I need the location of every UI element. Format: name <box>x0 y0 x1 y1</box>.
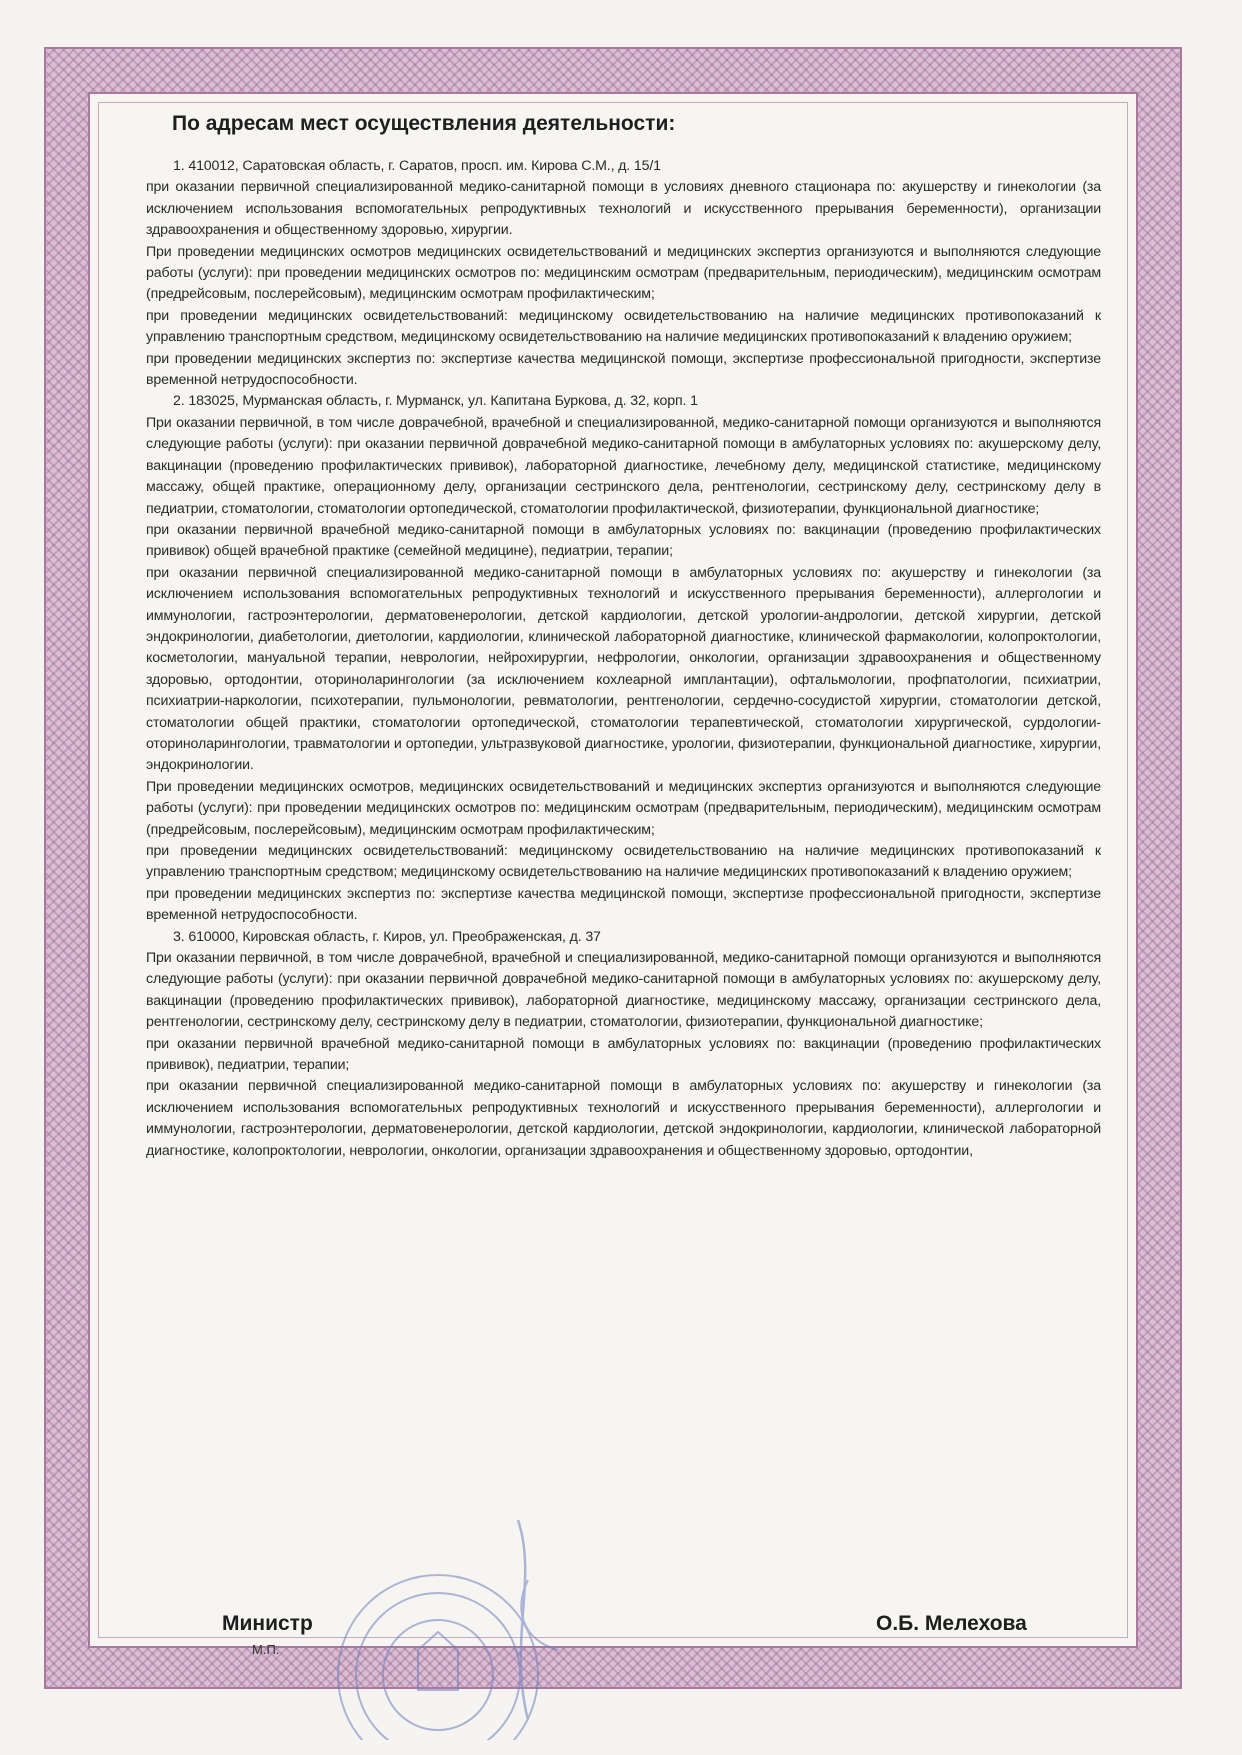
paragraph: При проведении медицинских осмотров, медицинских освидетельствований и медицинских экспертиз организуются и выполняются следующие работы (услуги): при проведении медицинских осмотров по: медицинским осмотрам (предварительным, периодическим), медицинским осмотрам (предрейсовым, послерейсовым), медицинским осмотрам профилактическим; <box>146 778 1101 838</box>
paragraph: при проведении медицинских освидетельствований: медицинскому освидетельствованию на наличие медицинских противопоказаний к управлению транспортным средством, медицинскому освидетельствованию на наличие медицинских противопоказаний к владению оружием; <box>146 307 1101 346</box>
paragraph: При проведении медицинских осмотров медицинских освидетельствований и медицинских экспертиз организуются и выполняются следующие работы (услуги): при проведении медицинских осмотров по: медицинским осмотрам (предварительным, периодическим), медицинским осмотрам (предрейсовым, послерейсовым), медицинским осмотрам профилактическим; <box>146 243 1101 303</box>
paragraph: при оказании первичной врачебной медико-санитарной помощи в амбулаторных условиях по: вакцинации (проведению профилактических прививок) общей врачебной практике (семейной медицине), педиатрии, терапии; <box>146 521 1101 560</box>
document-body <box>146 112 1101 1162</box>
paragraph: при оказании первичной специализированной медико-санитарной помощи в условиях дневного стационара по: акушерству и гинекологии (за исключением использования вспомогательных репродуктивных технологий и искусственного прерывания беременности), организации здравоохранения и общественному здоровью, хирургии. <box>146 179 1101 239</box>
paragraph: при проведении медицинских освидетельствований: медицинскому освидетельствованию на наличие медицинских противопоказаний к управлению транспортным средством; медицинскому освидетельствованию на наличие медицинских противопоказаний к владению оружием; <box>146 843 1101 881</box>
paragraph: при оказании первичной специализированной медико-санитарной помощи в амбулаторных условиях по: акушерству и гинекологии (за исключением использования вспомогательных репродуктивных технологий и искусственного прерывания беременности), аллергологии и иммунологии, гастроэнтерологии, дерматовенерологии, детской кардиологии, детской урологии-андрологии, детской хирургии, детской эндокринологии, диабетологии, диетологии, кардиологии, клинической лабораторной диагностике, клинической фармакологии, колопроктологии, косметологии, мануальной терапии, неврологии, нейрохирургии, нефрологии, онкологии, организации здравоохранения и общественному здоровью, ортодонтии, оториноларингологии (за исключением кохлеарной имплантации), офтальмологии, профпатологии, психиатрии, психиатрии-наркологии, психотерапии, пульмонологии, ревматологии, рентгенологии, сердечно-сосудистой хирургии, стоматологии детской, стоматологии общей практики, стоматологии ортопедической, стоматологии терапевтической, стоматологии хирургической, сурдологии-оториноларингологии, травматологии и ортопедии, ультразвуковой диагностике, урологии, физиотерапии, функциональной диагностике, хирургии, эндокринологии. <box>146 564 1101 774</box>
page-heading: По адресам мест осуществления деятельности: <box>172 112 676 135</box>
address-item: 3. 610000, Кировская область, г. Киров, ул. Преображенская, д. 37 <box>173 928 601 945</box>
paragraph: При оказании первичной, в том числе доврачебной, врачебной и специализированной, медико-санитарной помощи организуются и выполняются следующие работы (услуги): при оказании первичной доврачебной медико-санитарной помощи в амбулаторных условиях по: акушерскому делу, вакцинации (проведению профилактических прививок), лабораторной диагностике, лечебному делу, медицинской статистике, медицинскому массажу, общей практике, операционному делу, организации сестринского дела, рентгенологии, сестринскому делу, сестринскому делу в педиатрии, стоматологии, стоматологии ортопедической, стоматологии профилактической, физиотерапии, функциональной диагностике; <box>146 414 1101 517</box>
paragraph: при проведении медицинских экспертиз по: экспертизе качества медицинской помощи, экспертизе профессиональной пригодности, экспертизе временной нетрудоспособности. <box>146 350 1101 389</box>
address-item: 1. 410012, Саратовская область, г. Саратов, просп. им. Кирова С.М., д. 15/1 <box>173 158 661 174</box>
stamp-place-label: М.П. <box>252 1642 280 1657</box>
paragraph: при оказании первичной врачебной медико-санитарной помощи в амбулаторных условиях по: вакцинации (проведению профилактических прививок), педиатрии, терапии; <box>146 1035 1101 1074</box>
paragraph: При оказании первичной, в том числе доврачебной, врачебной и специализированной, медико-санитарной помощи организуются и выполняются следующие работы (услуги): при оказании первичной доврачебной медико-санитарной помощи в амбулаторных условиях по: акушерскому делу, вакцинации (проведению профилактических прививок), лабораторной диагностике, медицинскому массажу, организации сестринского дела, рентгенологии, сестринскому делу, сестринскому делу в педиатрии, стоматологии, физиотерапии, функциональной диагностике; <box>146 950 1101 1031</box>
signature-title: Министр <box>222 1612 313 1635</box>
paragraph: при оказании первичной специализированной медико-санитарной помощи в амбулаторных условиях по: акушерству и гинекологии (за исключением использования вспомогательных репродуктивных технологий и искусственного прерывания беременности), аллергологии и иммунологии, гастроэнтерологии, дерматовенерологии, детской кардиологии, детской эндокринологии, кардиологии, клинической лабораторной диагностике, колопроктологии, неврологии, онкологии, организации здравоохранения и общественному здоровью, ортодонтии, <box>146 1078 1101 1159</box>
address-item: 2. 183025, Мурманская область, г. Мурманск, ул. Капитана Буркова, д. 32, корп. 1 <box>173 393 698 410</box>
paragraph-list <box>146 156 1101 1162</box>
signatory-name: О.Б. Мелехова <box>876 1612 1027 1635</box>
paragraph: при проведении медицинских экспертиз по: экспертизе качества медицинской помощи, экспертизе профессиональной пригодности, экспертизе временной нетрудоспособности. <box>146 885 1101 924</box>
